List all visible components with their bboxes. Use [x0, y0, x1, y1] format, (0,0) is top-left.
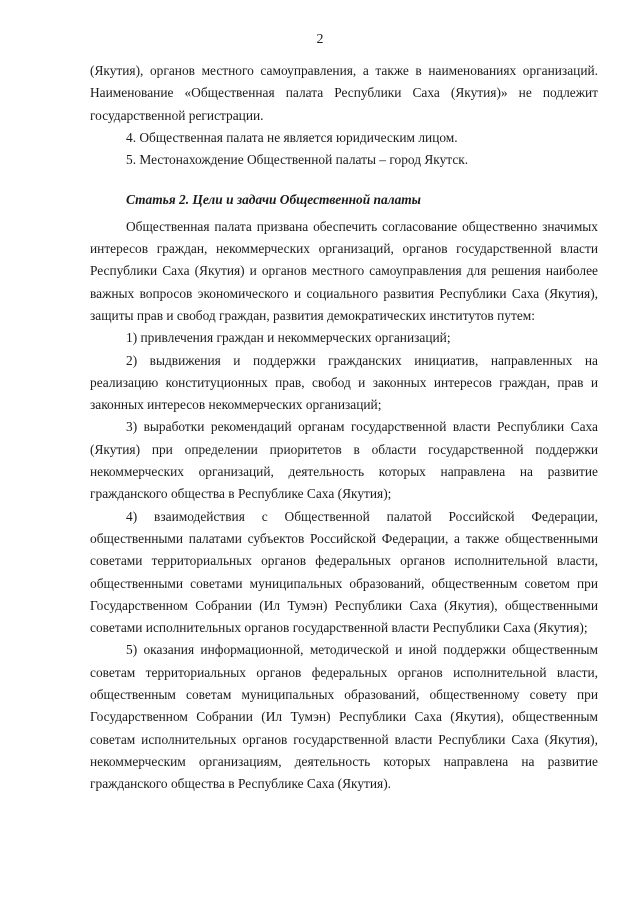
list-item-4: 4) взаимодействия с Общественной палатой Российской Федерации, общественными палатами субъектов Российской Федерации, а также общественными советами территориальных органов федеральных органов исполнительной власти, общественными советами муниципальных образований, общественным советом при Государственном Собрании (Ил Тумэн) Республики Саха (Якутия), общественными советами исполнительных органов государственной власти Республики Саха (Якутия); — [90, 508, 598, 636]
document-body — [90, 60, 598, 796]
page-number: 2 — [316, 32, 324, 47]
paragraph-clause-5: 5. Местонахождение Общественной палаты – город Якутск. — [126, 152, 469, 168]
list-item-1: 1) привлечения граждан и некоммерческих организаций; — [126, 330, 451, 346]
article-intro: Общественная палата призвана обеспечить согласование общественно значимых интересов граждан, некоммерческих организаций, органов государственной власти Республики Саха (Якутия) и органов местного самоуправления для решения наиболее важных вопросов экономического и социального развития Республики Саха (Якутия), защиты прав и свобод граждан, развития демократических институтов путем: — [90, 218, 598, 323]
list-item-2: 2) выдвижения и поддержки гражданских инициатив, направленных на реализацию конституционных прав, свобод и законных интересов граждан, прав и законных интересов некоммерческих организаций; — [90, 352, 598, 413]
paragraph-continuation: (Якутия), органов местного самоуправления, а также в наименованиях организаций. Наименование «Общественная палата Республики Саха (Якутия)» не подлежит государственной регистрации. — [90, 63, 598, 123]
list-item-3: 3) выработки рекомендаций органам государственной власти Республики Саха (Якутия) при определении приоритетов в области государственной поддержки некоммерческих организаций, деятельность которых направлена на развитие гражданского общества в Республике Саха (Якутия); — [90, 419, 598, 502]
article-heading: Статья 2. Цели и задачи Общественной палаты — [126, 192, 421, 208]
list-item-5: 5) оказания информационной, методической и иной поддержки общественным советам территориальных органов федеральных органов исполнительной власти, общественным советам муниципальных образований, общественному совету при Государственном Собрании (Ил Тумэн) Республики Саха (Якутия), общественным советам исполнительных органов государственной власти Республики Саха (Якутия), некоммерческим организациям, деятельность которых направлена на развитие гражданского общества в Республике Саха (Якутия). — [90, 642, 598, 792]
paragraph-clause-4: 4. Общественная палата не является юридическим лицом. — [126, 129, 458, 145]
